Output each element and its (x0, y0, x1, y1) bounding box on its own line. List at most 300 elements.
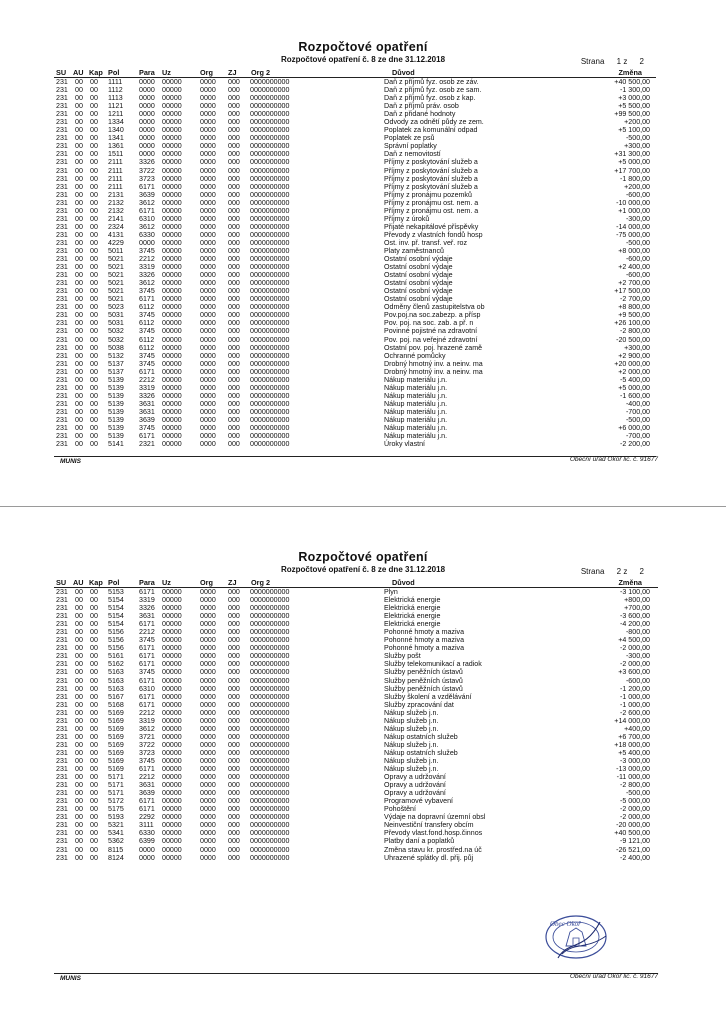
cell-au: 00 (75, 367, 83, 376)
page-total: 2 (639, 57, 644, 66)
cell-zmena: -800,00 (625, 628, 650, 637)
cell-su: 231 (56, 588, 68, 596)
cell-au: 00 (75, 588, 83, 596)
cell-para: 3722 (139, 166, 155, 175)
table-row (0, 854, 726, 862)
cell-org: 0000 (200, 158, 216, 167)
cell-para: 3326 (139, 391, 155, 400)
cell-pol: 5154 (108, 620, 124, 629)
cell-kap: 00 (90, 263, 98, 272)
cell-org: 0000 (200, 86, 216, 95)
cell-zmena: -600,00 (625, 190, 650, 199)
cell-org2: 0000000000 (250, 853, 290, 862)
cell-su: 231 (56, 134, 68, 143)
cell-pol: 2141 (108, 214, 124, 223)
cell-para: 6171 (139, 620, 155, 629)
cell-au: 00 (75, 335, 83, 344)
col-pol: Pol (108, 578, 120, 587)
cell-uz: 00000 (162, 845, 182, 854)
table-row (0, 207, 726, 215)
cell-zj: 000 (228, 383, 240, 392)
cell-uz: 00000 (162, 724, 182, 733)
cell-zmena: -2 000,00 (620, 660, 650, 669)
cell-pol: 5139 (108, 415, 124, 424)
col-para: Para (139, 68, 155, 77)
cell-uz: 00000 (162, 343, 182, 352)
table-row (0, 271, 726, 279)
cell-pol: 1211 (108, 110, 124, 119)
cell-pol: 5021 (108, 295, 124, 304)
cell-para: 6112 (139, 303, 155, 312)
cell-kap: 00 (90, 158, 98, 167)
cell-zj: 000 (228, 246, 240, 255)
cell-pol: 5341 (108, 829, 124, 838)
cell-duvod: Nákup ostatních služeb (384, 748, 458, 757)
cell-para: 0000 (139, 853, 155, 862)
cell-pol: 5169 (108, 765, 124, 774)
cell-zmena: -3 000,00 (620, 756, 650, 765)
cell-duvod: Nákup služeb j.n. (384, 716, 439, 725)
cell-uz: 00000 (162, 166, 182, 175)
cell-su: 231 (56, 102, 68, 111)
cell-org: 0000 (200, 255, 216, 264)
cell-kap: 00 (90, 375, 98, 384)
cell-para: 3745 (139, 327, 155, 336)
cell-duvod: Odvody za odnětí půdy ze zem. (384, 118, 484, 127)
cell-zj: 000 (228, 700, 240, 709)
cell-duvod: Správní poplatky (384, 142, 437, 151)
cell-org2: 0000000000 (250, 222, 290, 231)
cell-zmena: -500,00 (625, 415, 650, 424)
cell-org2: 0000000000 (250, 351, 290, 360)
cell-zmena: -1 300,00 (620, 86, 650, 95)
cell-pol: 5154 (108, 612, 124, 621)
cell-uz: 00000 (162, 732, 182, 741)
cell-au: 00 (75, 134, 83, 143)
cell-duvod: Pov. poj. na veřejné zdravotní (384, 335, 478, 344)
cell-para: 3639 (139, 415, 155, 424)
cell-zj: 000 (228, 821, 240, 830)
cell-zmena: -1 800,00 (620, 174, 650, 183)
cell-duvod: Služby peněžních ústavů (384, 684, 463, 693)
cell-kap: 00 (90, 166, 98, 175)
cell-kap: 00 (90, 182, 98, 191)
cell-para: 3111 (139, 821, 154, 830)
cell-para: 2212 (139, 708, 155, 717)
cell-zj: 000 (228, 279, 240, 288)
cell-pol: 5141 (108, 440, 124, 449)
cell-zmena: -600,00 (625, 271, 650, 280)
cell-para: 3612 (139, 279, 155, 288)
cell-kap: 00 (90, 432, 98, 441)
cell-para: 0000 (139, 94, 155, 103)
col-duvod: Důvod (392, 578, 415, 587)
cell-au: 00 (75, 279, 83, 288)
cell-org: 0000 (200, 190, 216, 199)
cell-kap: 00 (90, 415, 98, 424)
table-row (0, 311, 726, 319)
cell-uz: 00000 (162, 415, 182, 424)
cell-zj: 000 (228, 343, 240, 352)
cell-duvod: Úroky vlastní (384, 440, 425, 449)
table-row (0, 199, 726, 207)
cell-su: 231 (56, 596, 68, 605)
cell-org: 0000 (200, 142, 216, 151)
cell-su: 231 (56, 190, 68, 199)
cell-zj: 000 (228, 399, 240, 408)
cell-org: 0000 (200, 311, 216, 320)
cell-para: 3612 (139, 724, 155, 733)
table-row (0, 620, 726, 628)
cell-duvod: Elektrická energie (384, 596, 441, 605)
cell-au: 00 (75, 756, 83, 765)
cell-org2: 0000000000 (250, 588, 290, 596)
cell-pol: 5169 (108, 716, 124, 725)
col-kap: Kap (89, 578, 103, 587)
footer-licence: Obecní úřad Okoř lic. č. 91677 (569, 456, 658, 463)
table-body-page-2 (0, 588, 726, 862)
table-row (0, 440, 726, 448)
cell-org2: 0000000000 (250, 668, 290, 677)
cell-kap: 00 (90, 214, 98, 223)
cell-au: 00 (75, 765, 83, 774)
cell-uz: 00000 (162, 837, 182, 846)
cell-uz: 00000 (162, 652, 182, 661)
cell-org2: 0000000000 (250, 432, 290, 441)
cell-duvod: Nákup služeb j.n. (384, 724, 439, 733)
table-row (0, 279, 726, 287)
cell-org2: 0000000000 (250, 102, 290, 111)
cell-su: 231 (56, 748, 68, 757)
cell-org2: 0000000000 (250, 134, 290, 143)
cell-duvod: Příjmy z poskytování služeb a (384, 182, 478, 191)
cell-au: 00 (75, 166, 83, 175)
cell-kap: 00 (90, 676, 98, 685)
cell-au: 00 (75, 676, 83, 685)
cell-org: 0000 (200, 303, 216, 312)
cell-org: 0000 (200, 287, 216, 296)
table-row (0, 813, 726, 821)
cell-para: 3745 (139, 756, 155, 765)
table-row (0, 142, 726, 150)
cell-su: 231 (56, 271, 68, 280)
cell-au: 00 (75, 440, 83, 449)
cell-kap: 00 (90, 399, 98, 408)
column-header-row (0, 578, 726, 587)
cell-kap: 00 (90, 319, 98, 328)
cell-au: 00 (75, 182, 83, 191)
page-total: 2 (639, 567, 644, 576)
cell-uz: 00000 (162, 716, 182, 725)
cell-au: 00 (75, 142, 83, 151)
cell-su: 231 (56, 343, 68, 352)
cell-org: 0000 (200, 94, 216, 103)
cell-para: 3721 (139, 732, 155, 741)
cell-su: 231 (56, 732, 68, 741)
cell-su: 231 (56, 692, 68, 701)
cell-su: 231 (56, 432, 68, 441)
cell-org2: 0000000000 (250, 684, 290, 693)
cell-su: 231 (56, 303, 68, 312)
cell-org: 0000 (200, 853, 216, 862)
cell-uz: 00000 (162, 182, 182, 191)
table-row (0, 741, 726, 749)
cell-zmena: +17 500,00 (614, 287, 650, 296)
cell-kap: 00 (90, 596, 98, 605)
cell-para: 3326 (139, 271, 155, 280)
cell-org2: 0000000000 (250, 652, 290, 661)
cell-su: 231 (56, 684, 68, 693)
cell-org2: 0000000000 (250, 214, 290, 223)
cell-duvod: Ostatní osobní výdaje (384, 271, 453, 280)
cell-su: 231 (56, 813, 68, 822)
cell-kap: 00 (90, 773, 98, 782)
cell-uz: 00000 (162, 238, 182, 247)
cell-duvod: Nákup služeb j.n. (384, 740, 439, 749)
cell-duvod: Služby telekomunikací a radiok (384, 660, 482, 669)
cell-pol: 5156 (108, 644, 124, 653)
cell-zj: 000 (228, 166, 240, 175)
cell-uz: 00000 (162, 255, 182, 264)
cell-para: 0000 (139, 78, 155, 86)
page-of: 1 z (616, 57, 628, 66)
cell-au: 00 (75, 692, 83, 701)
cell-uz: 00000 (162, 424, 182, 433)
cell-pol: 5175 (108, 805, 124, 814)
cell-zmena: +5 100,00 (618, 126, 650, 135)
cell-duvod: Nákup materiálu j.n. (384, 375, 448, 384)
cell-zmena: +8 800,00 (618, 303, 650, 312)
cell-zmena: +5 500,00 (618, 102, 650, 111)
cell-org: 0000 (200, 279, 216, 288)
cell-org: 0000 (200, 367, 216, 376)
cell-zmena: +4 500,00 (618, 636, 650, 645)
table-row (0, 384, 726, 392)
cell-pol: 5032 (108, 335, 124, 344)
cell-zj: 000 (228, 94, 240, 103)
cell-uz: 00000 (162, 271, 182, 280)
cell-org2: 0000000000 (250, 612, 290, 621)
cell-duvod: Služby peněžních ústavů (384, 668, 463, 677)
cell-uz: 00000 (162, 142, 182, 151)
cell-uz: 00000 (162, 110, 182, 119)
cell-para: 3745 (139, 287, 155, 296)
cell-zmena: -600,00 (625, 676, 650, 685)
col-zmena: Změna (618, 578, 642, 587)
cell-pol: 5171 (108, 789, 124, 798)
cell-uz: 00000 (162, 636, 182, 645)
cell-uz: 00000 (162, 311, 182, 320)
cell-kap: 00 (90, 78, 98, 86)
cell-org: 0000 (200, 440, 216, 449)
cell-su: 231 (56, 383, 68, 392)
cell-su: 231 (56, 415, 68, 424)
document-subtitle: Rozpočtové opatření č. 8 ze dne 31.12.2018 (280, 565, 446, 574)
cell-zmena: -9 121,00 (620, 837, 650, 846)
table-row (0, 829, 726, 837)
cell-org: 0000 (200, 375, 216, 384)
cell-zmena: +800,00 (624, 596, 650, 605)
cell-zmena: -5 000,00 (620, 797, 650, 806)
cell-zj: 000 (228, 158, 240, 167)
cell-para: 0000 (139, 102, 155, 111)
table-row (0, 789, 726, 797)
cell-zj: 000 (228, 692, 240, 701)
cell-para: 3319 (139, 716, 155, 725)
cell-pol: 5021 (108, 255, 124, 264)
table-row (0, 701, 726, 709)
cell-org2: 0000000000 (250, 94, 290, 103)
cell-au: 00 (75, 821, 83, 830)
cell-para: 0000 (139, 238, 155, 247)
cell-zmena: +400,00 (624, 724, 650, 733)
cell-uz: 00000 (162, 134, 182, 143)
cell-zmena: +14 000,00 (614, 716, 650, 725)
table-row (0, 725, 726, 733)
cell-duvod: Povinné pojistné na zdravotní (384, 327, 478, 336)
cell-org2: 0000000000 (250, 230, 290, 239)
cell-zj: 000 (228, 110, 240, 119)
cell-zmena: -500,00 (625, 134, 650, 143)
cell-zj: 000 (228, 206, 240, 215)
cell-org: 0000 (200, 829, 216, 838)
cell-org: 0000 (200, 716, 216, 725)
cell-pol: 5167 (108, 692, 124, 701)
cell-org: 0000 (200, 246, 216, 255)
cell-para: 6171 (139, 588, 155, 596)
cell-au: 00 (75, 636, 83, 645)
cell-su: 231 (56, 821, 68, 830)
cell-org2: 0000000000 (250, 279, 290, 288)
cell-uz: 00000 (162, 383, 182, 392)
cell-zj: 000 (228, 287, 240, 296)
cell-zj: 000 (228, 853, 240, 862)
cell-zmena: -20 500,00 (616, 335, 650, 344)
table-row (0, 94, 726, 102)
cell-zmena: -4 200,00 (620, 620, 650, 629)
cell-para: 3745 (139, 246, 155, 255)
cell-zj: 000 (228, 238, 240, 247)
cell-au: 00 (75, 604, 83, 613)
cell-org2: 0000000000 (250, 383, 290, 392)
cell-zj: 000 (228, 724, 240, 733)
cell-org: 0000 (200, 359, 216, 368)
cell-kap: 00 (90, 604, 98, 613)
table-row (0, 247, 726, 255)
cell-uz: 00000 (162, 676, 182, 685)
cell-uz: 00000 (162, 604, 182, 613)
cell-zmena: -75 000,00 (616, 230, 650, 239)
col-para: Para (139, 578, 155, 587)
cell-org2: 0000000000 (250, 821, 290, 830)
cell-para: 6399 (139, 837, 155, 846)
cell-org: 0000 (200, 700, 216, 709)
cell-org: 0000 (200, 652, 216, 661)
cell-kap: 00 (90, 238, 98, 247)
cell-su: 231 (56, 765, 68, 774)
cell-duvod: Opravy a udržování (384, 781, 446, 790)
cell-zmena: -1 000,00 (620, 700, 650, 709)
cell-org2: 0000000000 (250, 837, 290, 846)
cell-pol: 1111 (108, 78, 123, 86)
table-row (0, 765, 726, 773)
cell-para: 0000 (139, 134, 155, 143)
cell-pol: 5139 (108, 424, 124, 433)
cell-kap: 00 (90, 628, 98, 637)
cell-duvod: Převody vlast.fond.hosp.činnos (384, 829, 483, 838)
cell-duvod: Nákup materiálu j.n. (384, 415, 448, 424)
cell-org: 0000 (200, 102, 216, 111)
table-row (0, 424, 726, 432)
cell-duvod: Drobný hmotný inv. a neinv. ma (384, 359, 483, 368)
cell-zj: 000 (228, 303, 240, 312)
cell-zmena: +1 000,00 (618, 206, 650, 215)
table-row (0, 408, 726, 416)
cell-uz: 00000 (162, 222, 182, 231)
table-row (0, 215, 726, 223)
cell-au: 00 (75, 246, 83, 255)
table-row (0, 344, 726, 352)
cell-duvod: Ostatní osobní výdaje (384, 295, 453, 304)
cell-org2: 0000000000 (250, 424, 290, 433)
table-row (0, 668, 726, 676)
cell-org2: 0000000000 (250, 263, 290, 272)
cell-zj: 000 (228, 708, 240, 717)
cell-kap: 00 (90, 748, 98, 757)
table-row (0, 175, 726, 183)
cell-uz: 00000 (162, 78, 182, 86)
cell-su: 231 (56, 246, 68, 255)
cell-uz: 00000 (162, 407, 182, 416)
cell-kap: 00 (90, 190, 98, 199)
cell-para: 6112 (139, 343, 155, 352)
table-row (0, 588, 726, 596)
cell-zj: 000 (228, 756, 240, 765)
table-row (0, 797, 726, 805)
cell-para: 6171 (139, 700, 155, 709)
cell-zj: 000 (228, 732, 240, 741)
table-row (0, 416, 726, 424)
cell-para: 3745 (139, 311, 155, 320)
cell-su: 231 (56, 110, 68, 119)
cell-zj: 000 (228, 142, 240, 151)
cell-au: 00 (75, 668, 83, 677)
cell-org2: 0000000000 (250, 255, 290, 264)
cell-duvod: Nákup materiálu j.n. (384, 407, 448, 416)
cell-org2: 0000000000 (250, 343, 290, 352)
cell-pol: 5154 (108, 596, 124, 605)
page-label: Strana (580, 57, 605, 66)
cell-para: 2212 (139, 255, 155, 264)
cell-zj: 000 (228, 716, 240, 725)
cell-zmena: +18 000,00 (614, 740, 650, 749)
cell-zj: 000 (228, 190, 240, 199)
cell-kap: 00 (90, 692, 98, 701)
cell-pol: 1112 (108, 86, 123, 95)
cell-au: 00 (75, 102, 83, 111)
cell-su: 231 (56, 319, 68, 328)
cell-duvod: Příjmy z poskytování služeb a (384, 174, 478, 183)
cell-pol: 5321 (108, 821, 124, 830)
cell-zj: 000 (228, 222, 240, 231)
table-row (0, 255, 726, 263)
table-row (0, 660, 726, 668)
cell-su: 231 (56, 781, 68, 790)
cell-org2: 0000000000 (250, 692, 290, 701)
cell-pol: 1341 (108, 134, 124, 143)
cell-su: 231 (56, 604, 68, 613)
cell-au: 00 (75, 263, 83, 272)
